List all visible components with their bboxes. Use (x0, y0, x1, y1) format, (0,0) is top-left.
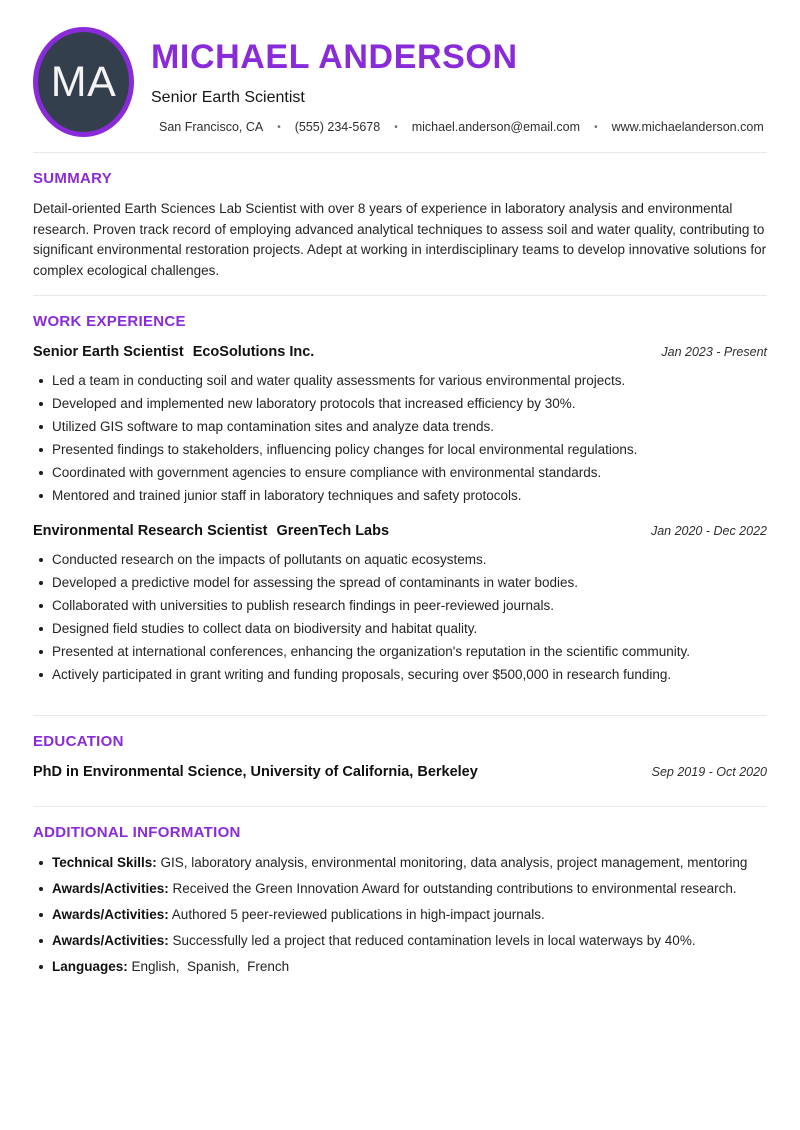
separator-dot-icon: • (394, 121, 398, 133)
education-section (33, 733, 767, 780)
additional-item-text: English, Spanish, French (127, 959, 290, 974)
job-header (33, 344, 767, 360)
job-company: EcoSolutions Inc. (192, 344, 315, 360)
additional-item (33, 931, 767, 951)
additional-item-text: Received the Green Innovation Award for outstanding contributions to environmental research. (168, 881, 737, 896)
job-title-row (33, 523, 651, 539)
contact-location: San Francisco, CA (159, 120, 264, 134)
additional-item-label: Awards/Activities: (52, 907, 169, 922)
job-title: Senior Earth Scientist (33, 344, 184, 360)
additional-section (33, 824, 767, 977)
contact-email: michael.anderson@email.com (411, 120, 581, 134)
contact-line (151, 120, 767, 134)
divider (33, 152, 767, 153)
summary-heading: SUMMARY (33, 170, 113, 187)
job-bullet: Developed and implemented new laboratory protocols that increased efficiency by 30%. (33, 394, 767, 414)
job-bullet: Conducted research on the impacts of pollutants on aquatic ecosystems. (33, 550, 767, 570)
job-bullet: Led a team in conducting soil and water quality assessments for various environmental projects. (33, 371, 767, 391)
job-bullet: Presented findings to stakeholders, influencing policy changes for local environmental regulations. (33, 440, 767, 460)
job-bullet: Actively participated in grant writing and funding proposals, securing over $500,000 in research funding. (33, 665, 767, 685)
job-bullet-list (33, 371, 767, 506)
additional-item-label: Awards/Activities: (52, 881, 169, 896)
contact-phone: (555) 234-5678 (294, 120, 381, 134)
job-header (33, 523, 767, 539)
job-title: Environmental Research Scientist (33, 523, 268, 539)
candidate-job-title: Senior Earth Scientist (151, 89, 305, 106)
additional-item (33, 853, 767, 873)
job-bullet: Developed a predictive model for assessing the spread of contaminants in water bodies. (33, 573, 767, 593)
separator-dot-icon: • (594, 121, 598, 133)
contact-website: www.michaelanderson.com (611, 120, 764, 134)
additional-heading: ADDITIONAL INFORMATION (33, 824, 241, 841)
job-bullet: Collaborated with universities to publish research findings in peer-reviewed journals. (33, 596, 767, 616)
job-bullet: Designed field studies to collect data on biodiversity and habitat quality. (33, 619, 767, 639)
header-text (151, 27, 767, 134)
avatar-initials: MA (50, 57, 117, 106)
additional-item-label: Languages: (52, 959, 128, 974)
additional-item-text: Successfully led a project that reduced contamination levels in local waterways by 40%. (168, 933, 696, 948)
additional-item (33, 905, 767, 925)
job-bullet-list (33, 550, 767, 685)
job-bullet: Coordinated with government agencies to ensure compliance with environmental standards. (33, 463, 767, 483)
additional-item (33, 957, 767, 977)
education-heading: EDUCATION (33, 733, 124, 750)
job-dates: Jan 2020 - Dec 2022 (650, 524, 767, 538)
education-degree: PhD in Environmental Science, University of California, Berkeley (33, 764, 478, 780)
additional-item (33, 879, 767, 899)
divider (33, 806, 767, 807)
additional-item-text: GIS, laboratory analysis, environmental monitoring, data analysis, project management, mentoring (156, 855, 748, 870)
job-bullet: Mentored and trained junior staff in laboratory techniques and safety protocols. (33, 486, 767, 506)
summary-text: Detail-oriented Earth Sciences Lab Scientist with over 8 years of experience in laboratory analysis and environmental research. Proven track record of employing advanced analytical techniques to assess soil and water quality, contributing to significant environmental restoration projects. Adept at working in interdisciplinary teams to develop innovative solutions for complex ecological challenges. (33, 201, 767, 278)
job-entry (33, 523, 767, 685)
separator-dot-icon: • (277, 121, 281, 133)
experience-heading: WORK EXPERIENCE (33, 313, 186, 330)
resume-header (33, 0, 767, 137)
additional-item-label: Awards/Activities: (52, 933, 169, 948)
job-bullet: Utilized GIS software to map contamination sites and analyze data trends. (33, 417, 767, 437)
candidate-name: MICHAEL ANDERSON (151, 38, 518, 76)
job-title-row (33, 344, 661, 360)
additional-list (33, 853, 767, 977)
experience-section (33, 313, 767, 685)
additional-item-text: Authored 5 peer-reviewed publications in high-impact journals. (168, 907, 545, 922)
education-entry (33, 764, 767, 780)
education-dates: Sep 2019 - Oct 2020 (651, 765, 767, 779)
job-dates: Jan 2023 - Present (661, 345, 767, 359)
avatar (33, 27, 134, 137)
summary-section (33, 170, 767, 281)
divider (33, 295, 767, 296)
job-entry (33, 344, 767, 506)
job-company: GreenTech Labs (276, 523, 390, 539)
job-bullet: Presented at international conferences, enhancing the organization's reputation in the scientific community. (33, 642, 767, 662)
divider (33, 715, 767, 716)
additional-item-label: Technical Skills: (52, 855, 157, 870)
